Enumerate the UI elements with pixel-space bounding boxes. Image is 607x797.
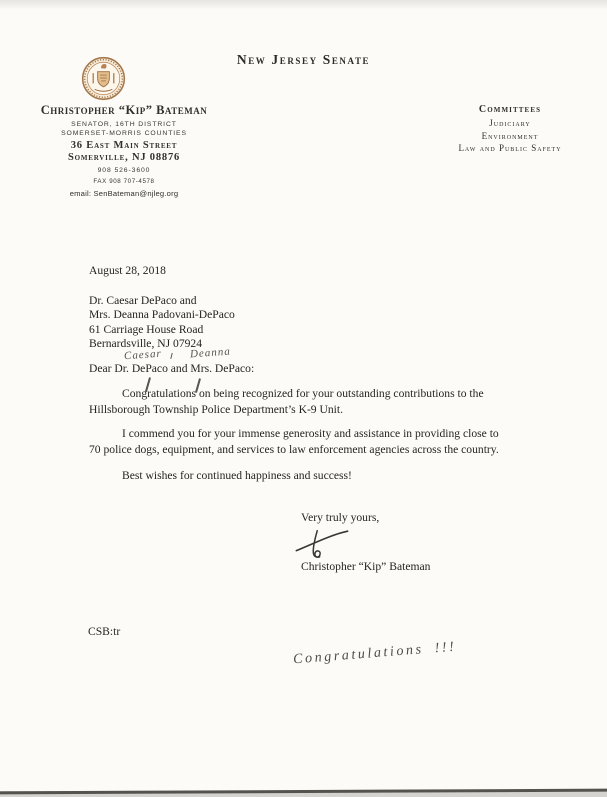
paragraph-2	[89, 426, 525, 458]
salutation: Dear Dr. DePaco and Mrs. DePaco:	[89, 362, 255, 375]
paragraph-line: Hillsborough Township Police Department’s K-9 Unit.	[89, 403, 344, 416]
committee-environment: Environment	[481, 130, 539, 141]
senator-phone: 908 526-3600	[97, 167, 151, 174]
recipient-line: Bernardsville, NJ 07924	[89, 336, 203, 350]
senator-title-line: SENATOR, 16TH DISTRICT	[71, 120, 177, 128]
scan-edge-top	[0, 0, 607, 10]
recipient-line: Dr. Caesar DePaco and	[89, 294, 197, 307]
handwritten-tick-mark	[170, 353, 173, 359]
committees-heading: Committees	[478, 104, 542, 115]
reference-initials: CSB:tr	[88, 625, 121, 638]
senator-letterhead-block	[28, 103, 220, 198]
letter-date: August 28, 2018	[89, 264, 166, 277]
paragraph-line: Best wishes for continued happiness and success!	[122, 469, 352, 482]
senator-street-address: 36 East Main Street	[70, 139, 178, 151]
handwritten-congratulations: Congratulations !!!	[292, 639, 457, 668]
handwritten-inserted-name-1: Caesar	[123, 347, 163, 363]
paragraph-1	[89, 386, 525, 418]
paragraph-line: I commend you for your immense generosity and assistance in providing close to	[122, 427, 499, 440]
senator-email: email: SenBateman@njleg.org	[69, 188, 179, 198]
committee-judiciary: Judiciary	[489, 117, 531, 128]
committee-law-public-safety: Law and Public Safety	[458, 143, 562, 154]
senator-city-address: Somerville, NJ 08876	[67, 152, 181, 163]
recipient-address-block	[89, 294, 235, 351]
handwritten-inserted-name-2: Deanna	[189, 345, 232, 361]
paragraph-line: Congratulations on being recognized for your outstanding contributions to the	[122, 387, 484, 400]
senator-name: Christopher “Kip” Bateman	[40, 103, 208, 117]
recipient-line: Mrs. Deanna Padovani-DePaco	[89, 308, 235, 322]
committees-block	[422, 104, 598, 153]
letterhead-title: New Jersey Senate	[236, 52, 371, 67]
paragraph-3	[89, 468, 525, 484]
signature-typed-name: Christopher “Kip” Bateman	[301, 560, 431, 573]
senator-counties-line: SOMERSET-MORRIS COUNTIES	[61, 129, 187, 137]
recipient-line: 61 Carriage House Road	[89, 322, 204, 336]
paragraph-line: 70 police dogs, equipment, and services to law enforcement agencies across the country.	[89, 443, 499, 456]
senator-fax: FAX 908 707-4578	[93, 177, 155, 185]
closing-phrase: Very truly yours,	[301, 511, 380, 524]
